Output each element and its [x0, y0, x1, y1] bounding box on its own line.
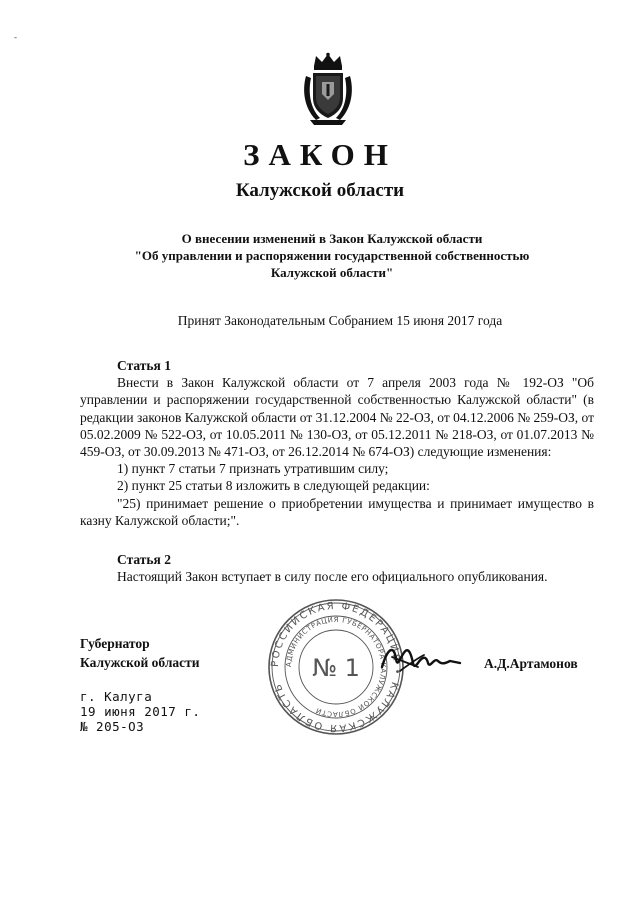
article-2-text: Настоящий Закон вступает в силу после его официального опубликования. — [117, 569, 548, 585]
article-1 — [80, 357, 594, 529]
svg-text:АДМИНИСТРАЦИЯ ГУБЕРНАТОРА КАЛУ: АДМИНИСТРАЦИЯ ГУБЕРНАТОРА КАЛУЖСКОЙ ОБЛАСТИ — [284, 615, 388, 719]
signer-title — [80, 634, 200, 672]
corner-mark: - — [14, 32, 17, 42]
signer-title-line: Губернатор — [80, 636, 150, 651]
article-1-item-2: 2) пункт 25 статьи 8 изложить в следующей редакции: — [117, 478, 430, 494]
svg-text:РОССИЙСКАЯ ФЕДЕРАЦИЯ • КАЛУЖСК: РОССИЙСКАЯ ФЕДЕРАЦИЯ • КАЛУЖСКАЯ ОБЛАСТЬ — [269, 600, 403, 734]
kaluga-coat-of-arms-icon — [300, 52, 356, 126]
date: 19 июня 2017 г. — [80, 704, 201, 719]
document-title: ЗАКОН — [243, 137, 397, 172]
svg-text:№ 1: № 1 — [312, 654, 360, 682]
adoption-line: Принят Законодательным Собранием 15 июня 2017 года — [177, 313, 503, 328]
article-2-heading: Статья 2 — [117, 552, 171, 567]
article-1-heading: Статья 1 — [117, 358, 171, 373]
signer-title-line: Калужской области — [80, 655, 200, 670]
amendment-title-line: О внесении изменений в Закон Калужской области — [181, 231, 483, 246]
law-number: № 205-ОЗ — [80, 719, 145, 734]
amendment-title — [112, 230, 552, 281]
amendment-title-line: "Об управлении и распоряжении государственной собственностью — [134, 248, 530, 263]
handwritten-signature-icon — [378, 637, 464, 681]
article-1-intro: Внести в Закон Калужской области от 7 апреля 2003 года № 192-ОЗ "Об управлении и распоряжении государственной собственностью Калужской области" (в редакции законов Калужской области от 31.12.2004 № 22-ОЗ, от 04.12.2006 № 259-ОЗ, от 05.02.2009 № 522-ОЗ, от 10.05.2011 № 130-ОЗ, от 05.12.2011 № 218-ОЗ, от 01.07.2013 № 459-ОЗ, от 30.09.2013 № 471-ОЗ, от 26.12.2014 № 674-ОЗ) следующие изменения: — [80, 375, 594, 460]
article-2 — [80, 551, 594, 585]
signer-name: А.Д.Артамонов — [484, 656, 578, 671]
place: г. Калуга — [80, 689, 153, 704]
article-1-item-3: "25) принимает решение о приобретении имущества и принимает имущество в казну Калужской области;". — [80, 495, 594, 528]
place-date-block — [80, 689, 200, 734]
document-subtitle: Калужской области — [235, 180, 405, 201]
article-1-item-1: 1) пункт 7 статьи 7 признать утратившим силу; — [117, 461, 389, 477]
amendment-title-line: Калужской области" — [270, 265, 394, 280]
